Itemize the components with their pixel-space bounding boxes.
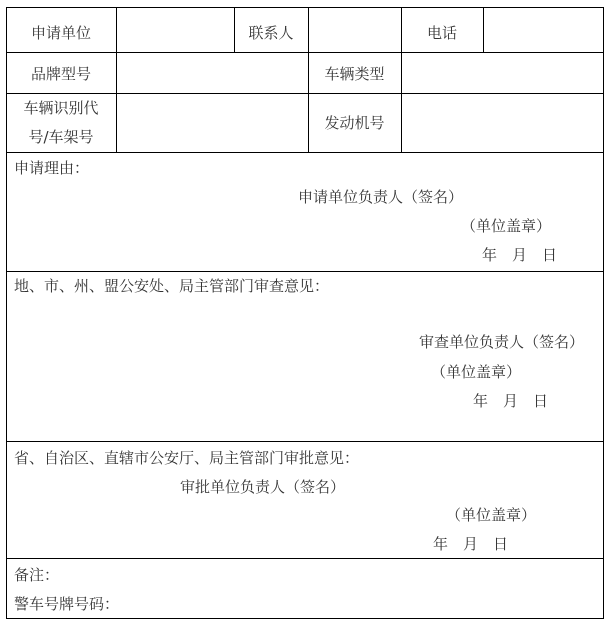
approval-date: 年 月 日 [433,535,509,553]
approval-bottom-rule [6,558,604,559]
border-right [603,7,604,619]
plate-no-label: 警车号牌号码： [14,595,120,613]
review-bottom-rule [6,441,604,442]
review-date: 年 月 日 [473,392,549,410]
vehicle-type-label: 车辆类型 [324,65,385,83]
brand-model-label: 品牌型号 [30,65,91,83]
contact-label: 联系人 [248,24,294,42]
phone-field[interactable] [487,24,599,42]
contact-field[interactable] [312,24,398,42]
approval-title: 省、自治区、直辖市公安厅、局主管部门审批意见： [14,449,360,467]
remarks-label: 备注： [14,566,60,584]
reason-title: 申请理由： [14,159,90,177]
applicant-unit-field[interactable] [120,24,230,42]
engine-no-label: 发动机号 [324,114,385,132]
applicant-unit-label: 申请单位 [30,24,91,42]
approval-seal: （单位盖章） [446,506,537,524]
reason-signer: 申请单位负责人（签名） [298,188,464,206]
row2-bottom-rule [6,93,604,94]
vin-label-line1: 车辆识别代 [23,99,99,117]
police-vehicle-application-form [6,7,604,619]
reason-date: 年 月 日 [482,246,558,264]
brand-model-field[interactable] [120,65,304,83]
phone-label: 电话 [426,24,457,42]
border-bottom [6,618,604,619]
col-divider-1 [116,7,117,153]
vin-label-line2: 号/车架号 [28,128,94,146]
border-top [6,7,604,8]
review-signer: 审查单位负责人（签名） [419,333,585,351]
row1-bottom-rule [6,52,604,53]
review-title: 地、市、州、盟公安处、局主管部门审查意见： [14,277,330,295]
review-seal: （单位盖章） [431,363,522,381]
engine-no-field[interactable] [405,114,599,132]
vehicle-type-field[interactable] [405,65,599,83]
row3-bottom-rule [6,152,604,153]
reason-seal: （单位盖章） [461,217,552,235]
vin-field[interactable] [120,114,304,132]
approval-signer: 审批单位负责人（签名） [180,478,346,496]
reason-bottom-rule [6,271,604,272]
col-divider-5 [483,7,484,53]
